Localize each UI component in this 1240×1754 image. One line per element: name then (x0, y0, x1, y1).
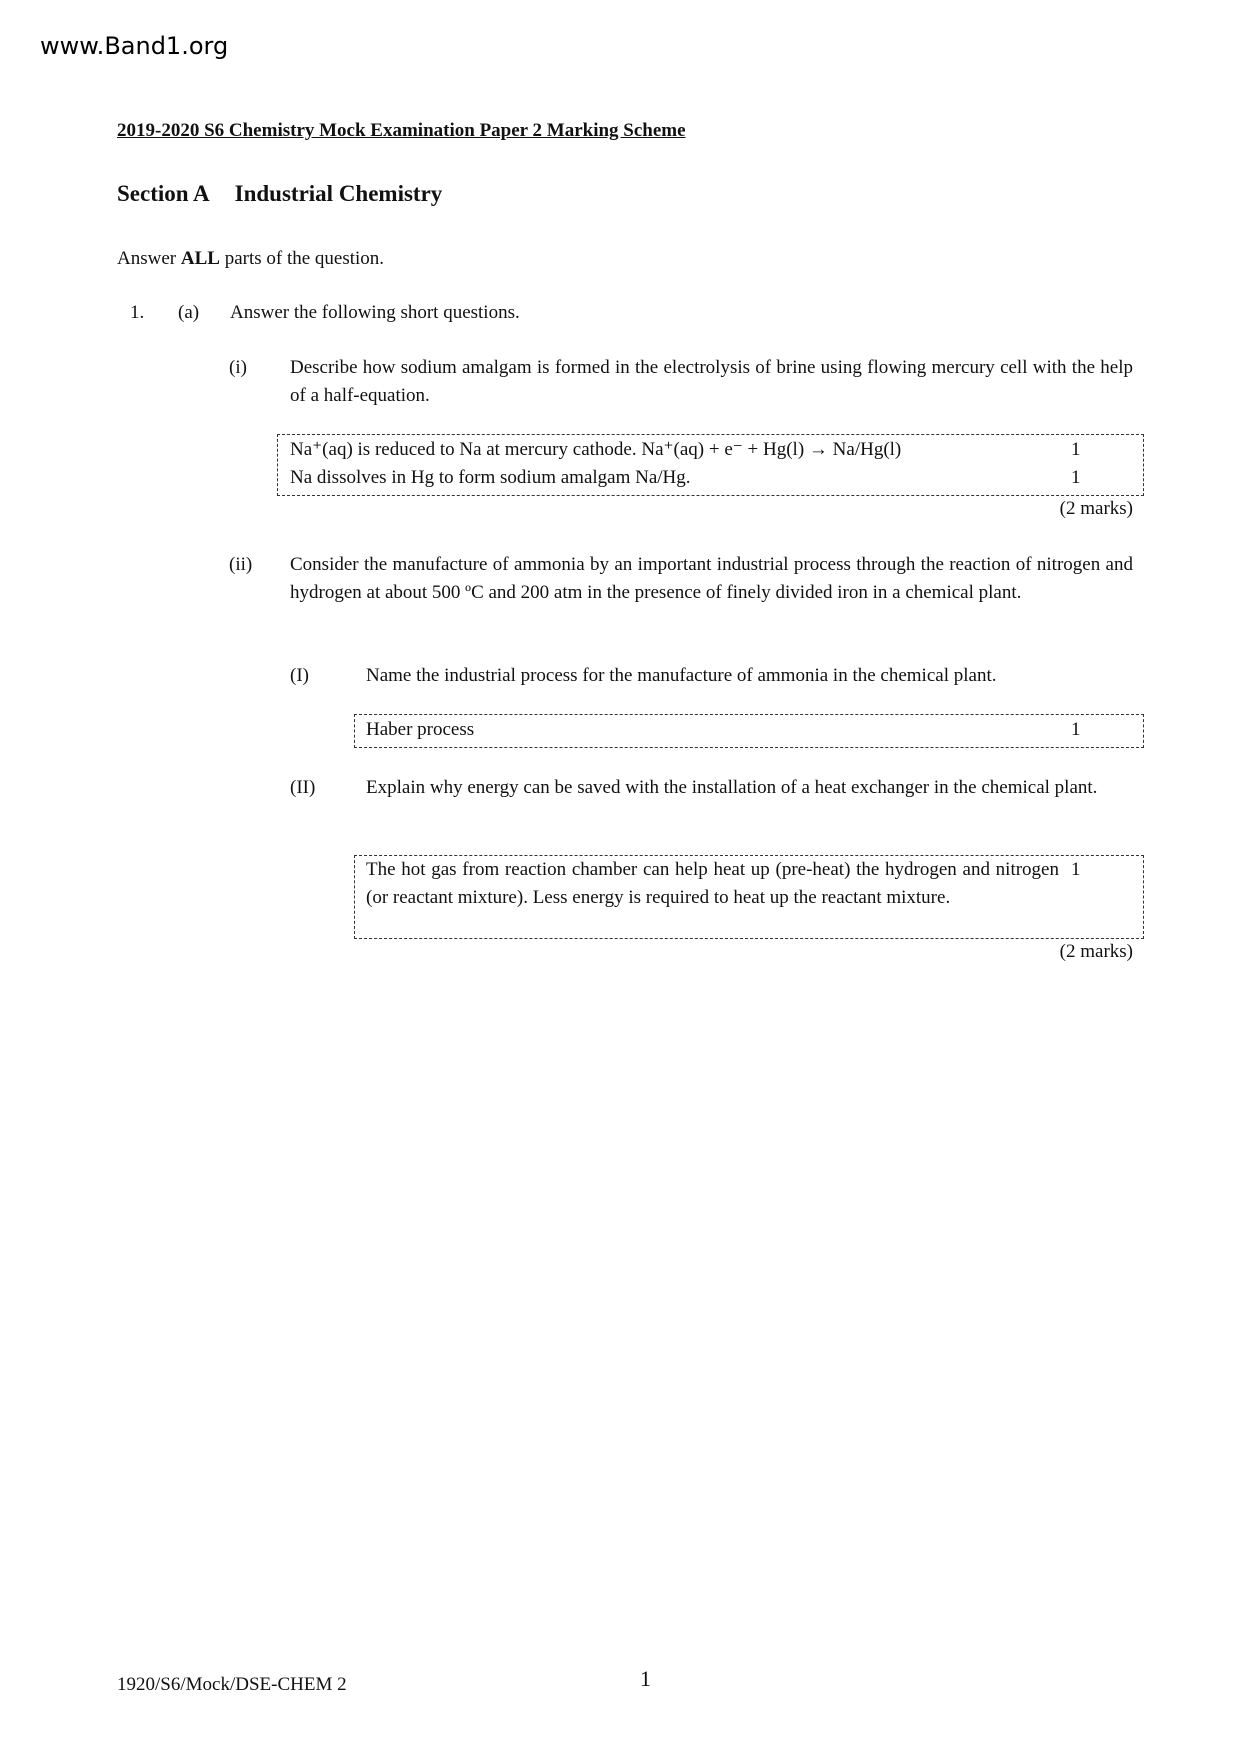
answer-box-I (354, 714, 1144, 748)
instruction (117, 245, 384, 273)
watermark: www.Band1.org (40, 32, 229, 60)
answer-line: Na⁺(aq) is reduced to Na at mercury cathode. Na⁺(aq) + e⁻ + Hg(l) → Na/Hg(l) (290, 439, 902, 460)
subquestion-ii-label: (ii) (229, 554, 253, 575)
part-I-text: Name the industrial process for the manufacture of ammonia in the chemical plant. (366, 665, 997, 686)
answer-mark: 1 (1071, 719, 1081, 740)
answer-box-i (277, 434, 1144, 496)
footer-code: 1920/S6/Mock/DSE-CHEM 2 (117, 1674, 347, 1695)
answer-mark: 1 (1071, 439, 1081, 460)
part-I-label: (I) (290, 665, 309, 686)
instruction-prefix: Answer (117, 248, 181, 269)
section-label: Section A (117, 181, 210, 206)
answer-text: The hot gas from reaction chamber can help heat up (pre-heat) the hydrogen and nitrogen (or reactant mixture). Less energy is required to heat up the reactant mixture. (366, 859, 1059, 908)
marks-total-ii: (2 marks) (1059, 941, 1133, 962)
question-text: Answer the following short questions. (230, 302, 520, 323)
answer-line: Na dissolves in Hg to form sodium amalgam Na/Hg. (290, 467, 691, 488)
answer-mark: 1 (1071, 859, 1081, 880)
section-heading (117, 178, 442, 210)
part-II-label: (II) (290, 777, 316, 798)
page-number: 1 (640, 1666, 651, 1691)
question-number: 1. (130, 302, 145, 323)
question-part: (a) (178, 302, 200, 323)
marks-total-i: (2 marks) (1059, 498, 1133, 519)
part-II-text: Explain why energy can be saved with the installation of a heat exchanger in the chemical plant. (366, 777, 1098, 798)
subquestion-i-label: (i) (229, 357, 247, 378)
answer-box-II (354, 855, 1144, 939)
instruction-emphasis: ALL (180, 248, 220, 269)
paper-title: 2019-2020 S6 Chemistry Mock Examination Paper 2 Marking Scheme (117, 120, 686, 141)
subquestion-ii-text: Consider the manufacture of ammonia by an important industrial process through the reaction of nitrogen and hydrogen at about 500 ºC and 200 atm in the presence of finely divided iron in a chemical plant. (290, 554, 1133, 603)
subquestion-i-text: Describe how sodium amalgam is formed in the electrolysis of brine using flowing mercury cell with the help of a half-equation. (290, 357, 1133, 406)
answer-mark: 1 (1071, 467, 1081, 488)
section-title: Industrial Chemistry (234, 181, 443, 206)
answer-line: Haber process (366, 719, 475, 740)
instruction-suffix: parts of the question. (219, 248, 385, 269)
